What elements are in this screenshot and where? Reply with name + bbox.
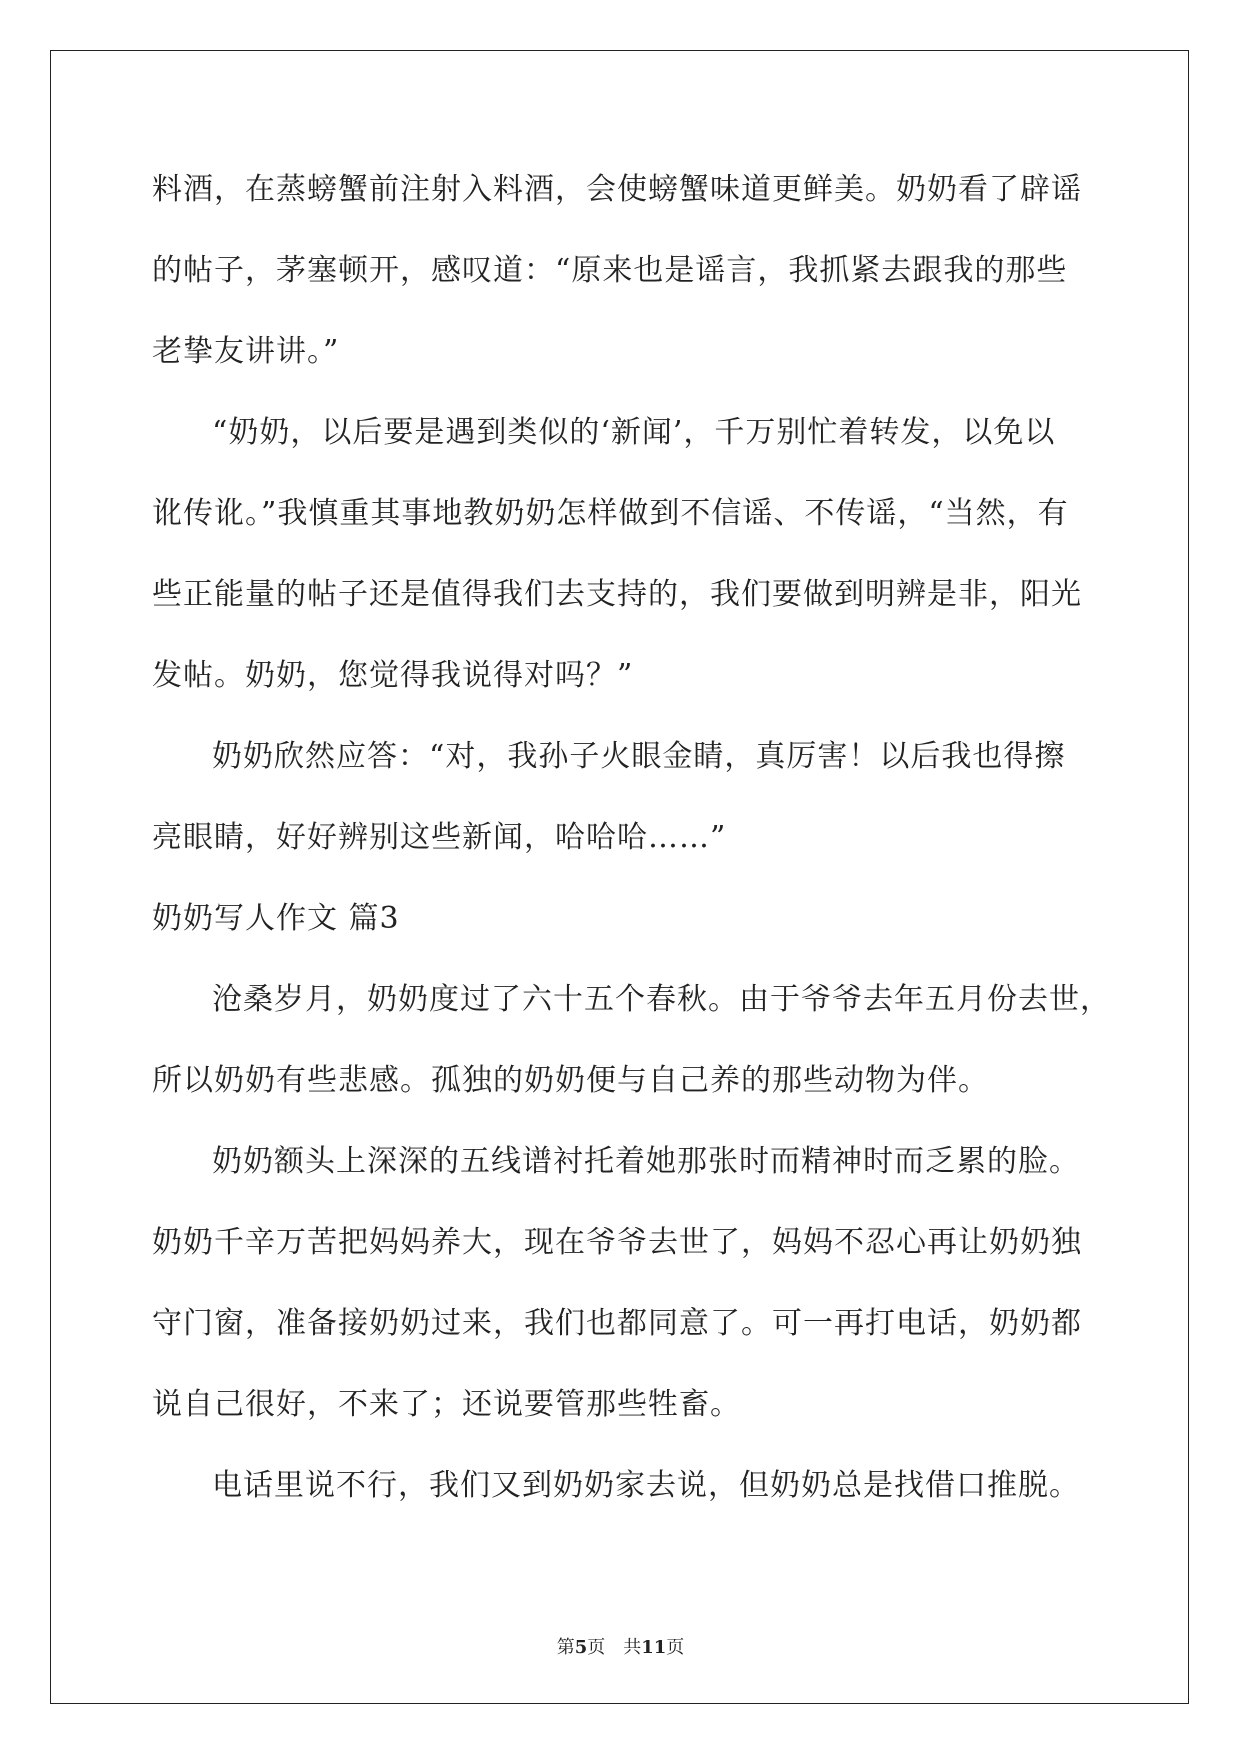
text-line: 沧桑岁月，奶奶度过了六十五个春秋。由于爷爷去年五月份去世， [212, 982, 1111, 1017]
footer-mid: 页 共 [587, 1637, 642, 1658]
text-line: 所以奶奶有些悲感。孤独的奶奶便与自己养的那些动物为伴。 [152, 1063, 989, 1098]
text-line: 电话里说不行，我们又到奶奶家去说，但奶奶总是找借口推脱。 [212, 1468, 1080, 1503]
text-line: 奶奶千辛万苦把妈妈养大，现在爷爷去世了，妈妈不忍心再让奶奶独 [152, 1225, 1082, 1260]
text-line: 奶奶欣然应答：“对，我孙子火眼金睛，真厉害！以后我也得擦 [212, 739, 1066, 774]
text-line: 发帖。奶奶，您觉得我说得对吗？” [152, 658, 634, 693]
section-heading: 奶奶写人作文 篇3 [152, 901, 400, 936]
text-line: 说自己很好，不来了；还说要管那些牲畜。 [152, 1387, 741, 1422]
text-line: 讹传讹。”我慎重其事地教奶奶怎样做到不信谣、不传谣，“当然，有 [152, 496, 1069, 531]
text-line: 料酒，在蒸螃蟹前注射入料酒，会使螃蟹味道更鲜美。奶奶看了辟谣 [152, 172, 1082, 207]
text-line: 老挚友讲讲。” [152, 334, 340, 369]
footer-prefix: 第 [556, 1637, 575, 1658]
current-page-number: 5 [574, 1637, 588, 1658]
text-line: 奶奶额头上深深的五线谱衬托着她那张时而精神时而乏累的脸。 [212, 1144, 1080, 1179]
text-line: 亮眼睛，好好辨别这些新闻，哈哈哈……” [152, 820, 727, 855]
document-body [152, 155, 1111, 1532]
footer-suffix: 页 [666, 1637, 685, 1658]
text-line: “奶奶，以后要是遇到类似的‘新闻’，千万别忙着转发，以免以 [212, 415, 1056, 450]
text-line: 守门窗，准备接奶奶过来，我们也都同意了。可一再打电话，奶奶都 [152, 1306, 1082, 1341]
page-footer [0, 1633, 1241, 1659]
text-line: 的帖子，茅塞顿开，感叹道：“原来也是谣言，我抓紧去跟我的那些 [152, 253, 1068, 288]
text-line: 些正能量的帖子还是值得我们去支持的，我们要做到明辨是非，阳光 [152, 577, 1082, 612]
total-pages-number: 11 [641, 1637, 667, 1658]
